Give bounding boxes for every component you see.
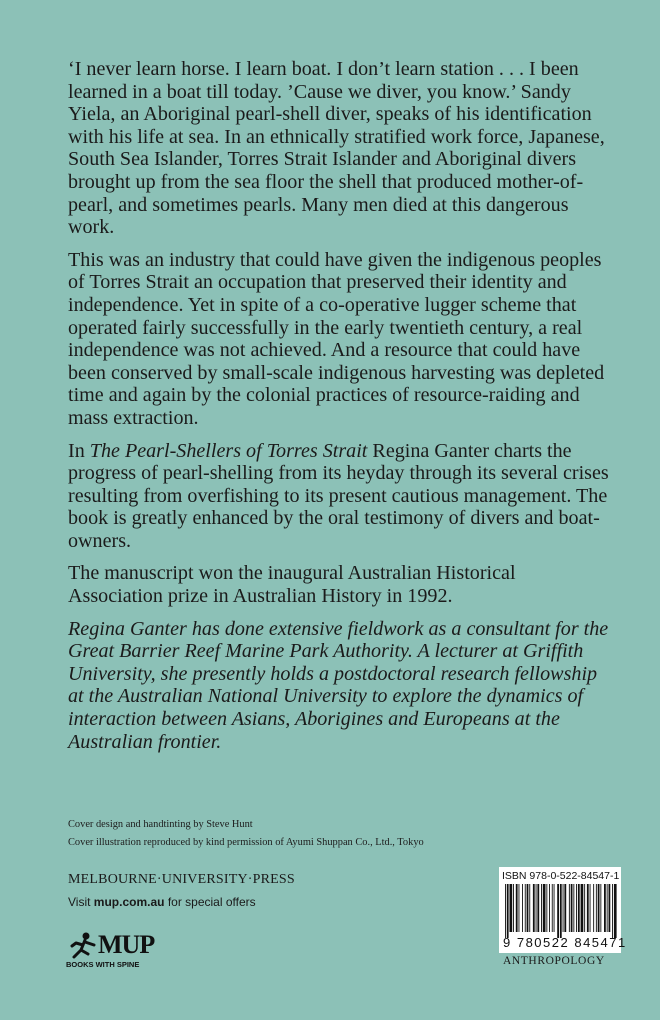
blurb-paragraph-book [68, 440, 610, 553]
isbn-label: ISBN 978-0-522-84547-1 [502, 870, 620, 882]
cover-illustration-credit: Cover illustration reproduced by kind permission of Ayumi Shuppan Co., Ltd., Tokyo [68, 837, 424, 848]
book-title: The Pearl-Shellers of Torres Strait [89, 439, 368, 462]
publisher-name: MELBOURNE·UNIVERSITY·PRESS [68, 872, 295, 887]
cover-design-credit: Cover design and handtinting by Steve Hunt [68, 819, 253, 830]
offer-suffix: for special offers [164, 895, 256, 909]
isbn-barcode-block [499, 867, 627, 953]
publisher-website: mup.com.au [93, 895, 165, 909]
offer-prefix: Visit [68, 895, 94, 909]
blurb-book-description: Regina Ganter charts the progress of pearl-shelling from its heyday through its several crises resulting from overfishing to its present cautious management. The book is greatly enhanced by the oral testimony of divers and boat-owners. [68, 439, 609, 552]
subject-category: ANTHROPOLOGY [503, 955, 605, 967]
publisher-offer [68, 895, 256, 909]
barcode-digits: 9 780522 845471 [503, 935, 627, 950]
author-bio [68, 618, 610, 754]
blurb-paragraph-prize: The manuscript won the inaugural Australian Historical Association prize in Australian History in 1992. [68, 562, 516, 608]
blurb-paragraph-industry: This was an industry that could have given the indigenous peoples of Torres Strait an occupation that preserved their identity and independence. Yet in spite of a co-operative lugger scheme that operated fairly successfully in the early twentieth century, a real independence was not achieved. And a resource that could have been conserved by small-scale indigenous harvesting was depleted time and again by the colonial practices of resource-raiding and mass extraction. [68, 248, 605, 429]
barcode-icon [503, 884, 617, 938]
author-bio-text: Regina Ganter has done extensive fieldwork as a consultant for the Great Barrier Reef Marine Park Authority. A lecturer at Griffith University, she presently holds a postdoctoral research fellowship at the Australian National University to explore the dynamics of interaction between Asians, Aborigines and Europeans at the Australian frontier. [68, 617, 609, 753]
blurb-book-intro: In [68, 439, 85, 462]
cover-credits [68, 816, 424, 852]
blurb-paragraph-quote: ‘I never learn horse. I learn boat. I don’t learn station . . . I been learned in a boat till today. ’Cause we diver, you know.’ Sandy Yiela, an Aboriginal pearl-shell diver, speaks of his identification with his life at sea. In an ethnically stratified work force, Japanese, South Sea Islander, Torres Strait Islander and Aboriginal divers brought up from the sea floor the shell that produced mother-of-pearl, and sometimes pearls. Many men died at this dangerous work. [68, 58, 605, 239]
mup-logo-tagline: BOOKS WITH SPINE [66, 960, 140, 969]
back-cover-blurb [68, 58, 610, 763]
mup-logo-text: MUP [98, 930, 155, 959]
